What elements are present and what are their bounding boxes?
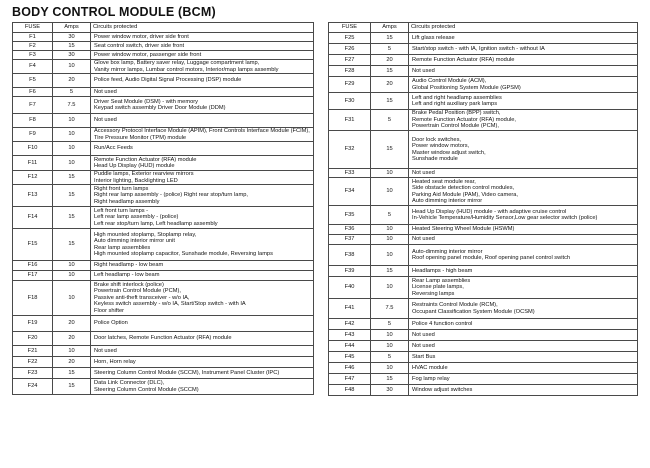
circuit-line: Left front turn lamps - <box>94 207 149 214</box>
circuit-line: Data Link Connector (DLC), <box>94 380 165 387</box>
amps-cell: 10 <box>53 281 91 316</box>
circuits-cell <box>91 33 314 42</box>
circuit-line: Restraints Control Module (RCM), <box>412 302 498 309</box>
fuse-row-f17 <box>13 271 314 281</box>
fuse-row-f2 <box>13 42 314 51</box>
circuit-line: Driver Seat Module (DSM) - with memory <box>94 98 198 105</box>
circuits-cell <box>409 385 638 396</box>
fuse-cell: F42 <box>329 319 371 330</box>
amps-cell: 15 <box>53 207 91 229</box>
amps-cell: 5 <box>371 352 409 363</box>
fuse-cell: F12 <box>13 171 53 185</box>
circuits-cell <box>409 341 638 352</box>
circuit-line: Heated Steering Wheel Module (HSWM) <box>412 226 515 233</box>
amps-cell: 15 <box>53 171 91 185</box>
amps-cell: 10 <box>371 225 409 235</box>
circuit-line: Rear lamp assemblies <box>94 244 151 251</box>
amps-cell: 15 <box>371 93 409 110</box>
circuits-cell <box>91 271 314 281</box>
fuse-cell: F4 <box>13 60 53 74</box>
fuse-cell: F28 <box>329 66 371 77</box>
circuit-line: Left and right auxiliary park lamps <box>412 101 498 107</box>
fuse-row-f27 <box>329 55 638 66</box>
header-fuse: FUSE <box>13 23 53 33</box>
circuits-cell <box>409 319 638 330</box>
fuse-row-f12 <box>13 171 314 185</box>
page-title: BODY CONTROL MODULE (BCM) <box>12 5 216 19</box>
amps-cell: 15 <box>371 66 409 77</box>
circuit-line: Head Up Display (HUD) module <box>94 163 175 169</box>
header-circuits: Circuits protected <box>91 23 314 33</box>
fuse-row-f14 <box>13 207 314 229</box>
fuse-row-f48 <box>329 385 638 396</box>
fuse-row-f13 <box>13 185 314 207</box>
circuits-cell <box>91 97 314 114</box>
amps-cell: 10 <box>371 245 409 266</box>
fuse-cell: F14 <box>13 207 53 229</box>
circuit-line: Sunshade module <box>412 155 458 162</box>
circuit-line: Head Up Display (HUD) module - with adaptive cruise control <box>412 208 567 215</box>
circuit-line: Power window motor, driver side front <box>94 33 189 40</box>
amps-cell: 10 <box>53 156 91 171</box>
circuit-line: Right rear lamp assembly - (police) Right rear stop/turn lamp, <box>94 192 248 199</box>
circuits-cell <box>409 225 638 235</box>
fuse-row-f10 <box>13 142 314 156</box>
circuits-cell <box>91 357 314 368</box>
circuit-line: Tire Pressure Monitor (TPM) module <box>94 134 187 141</box>
circuits-cell <box>91 379 314 395</box>
circuit-line: Headlamps - high beam <box>412 267 473 274</box>
fuse-cell: F8 <box>13 114 53 128</box>
circuits-cell <box>91 346 314 357</box>
fuse-cell: F26 <box>329 44 371 55</box>
circuits-cell <box>91 60 314 74</box>
circuits-cell <box>91 185 314 207</box>
circuits-cell <box>91 74 314 88</box>
circuits-cell <box>409 66 638 77</box>
circuits-cell <box>91 368 314 379</box>
fuse-row-f26 <box>329 44 638 55</box>
fuse-row-f44 <box>329 341 638 352</box>
circuit-line: In-Vehicle Temperature/Humidity Sensor,Low gear selector switch (police) <box>412 215 598 221</box>
fuse-cell: F48 <box>329 385 371 396</box>
circuits-cell <box>91 88 314 97</box>
fuse-row-f20 <box>13 332 314 346</box>
circuit-line: Power window motors, <box>412 143 470 150</box>
circuit-line: Vanity mirror lamps, Lumbar control motors, Interior/map lamps assembly <box>94 66 279 73</box>
circuits-cell <box>409 245 638 266</box>
fuse-row-f35 <box>329 206 638 225</box>
circuits-cell <box>91 142 314 156</box>
circuits-cell <box>409 33 638 44</box>
circuit-line: Accessory Protocol Interface Module (APIM), Front Controls Interface Module (FCIM), <box>94 128 310 135</box>
circuit-line: Not used <box>412 169 435 176</box>
circuit-line: Not used <box>412 342 435 349</box>
amps-cell: 10 <box>53 128 91 142</box>
amps-cell: 30 <box>53 51 91 60</box>
amps-cell: 10 <box>371 341 409 352</box>
fuse-cell: F46 <box>329 363 371 374</box>
fuse-cell: F41 <box>329 299 371 319</box>
circuit-line: Parking Aid Module (PAM), Video camera, <box>412 191 519 198</box>
circuit-line: Brake shift interlock (police) <box>94 281 164 288</box>
fuse-cell: F39 <box>329 266 371 277</box>
circuit-line: Brake Pedal Position (BPP) switch, <box>412 110 501 117</box>
fuse-row-f5 <box>13 74 314 88</box>
fuse-cell: F2 <box>13 42 53 51</box>
amps-cell: 10 <box>371 330 409 341</box>
amps-cell: 10 <box>53 142 91 156</box>
circuit-line: Police Option <box>94 320 128 327</box>
fuse-row-f41 <box>329 299 638 319</box>
fuse-cell: F25 <box>329 33 371 44</box>
circuits-cell <box>409 330 638 341</box>
amps-cell: 15 <box>371 266 409 277</box>
circuit-line: Door lock switches, <box>412 136 461 143</box>
circuit-line: Keyless switch assembly - w/o IA, Start/Stop switch - with IA <box>94 301 246 308</box>
circuit-line: Police 4 function control <box>412 320 473 327</box>
circuit-line: Global Positioning System Module (GPSM) <box>412 84 521 91</box>
circuits-cell <box>91 316 314 332</box>
fuse-cell: F18 <box>13 281 53 316</box>
amps-cell: 15 <box>53 42 91 51</box>
circuits-cell <box>409 235 638 245</box>
fuse-cell: F47 <box>329 374 371 385</box>
amps-cell: 10 <box>53 346 91 357</box>
amps-cell: 10 <box>53 114 91 128</box>
fuse-cell: F29 <box>329 77 371 93</box>
circuit-line: Passive anti-theft transceiver - w/o IA, <box>94 294 190 301</box>
fuse-row-f7 <box>13 97 314 114</box>
fuse-row-f6 <box>13 88 314 97</box>
circuit-line: Left rear stop/turn lamp, Left headlamp assembly <box>94 220 218 227</box>
fuse-cell: F1 <box>13 33 53 42</box>
circuit-line: Interior lighting, Backlighting LED <box>94 177 178 184</box>
fuse-row-f31 <box>329 110 638 131</box>
circuit-line: Glove box lamp, Battery saver relay, Luggage compartment lamp, <box>94 60 260 67</box>
amps-cell: 15 <box>371 33 409 44</box>
circuit-line: Not used <box>412 236 435 243</box>
circuit-line: Roof opening panel module, Roof opening panel control switch <box>412 255 571 261</box>
fuse-cell: F11 <box>13 156 53 171</box>
fuse-row-f32 <box>329 131 638 169</box>
amps-cell: 10 <box>371 363 409 374</box>
circuit-line: Not used <box>412 331 435 338</box>
circuit-line: Window adjust switches <box>412 386 473 393</box>
amps-cell: 20 <box>53 357 91 368</box>
circuit-line: Left rear lamp assembly - (police) <box>94 214 179 221</box>
circuit-line: Audio Control Module (ACM), <box>412 78 487 85</box>
fuse-cell: F16 <box>13 261 53 271</box>
circuit-line: Auto-dimming interior mirror <box>412 248 483 255</box>
circuits-cell <box>409 266 638 277</box>
amps-cell: 20 <box>371 55 409 66</box>
fuse-cell: F19 <box>13 316 53 332</box>
fuse-table-left <box>12 22 314 395</box>
fuse-cell: F22 <box>13 357 53 368</box>
fuse-row-f47 <box>329 374 638 385</box>
fuse-cell: F37 <box>329 235 371 245</box>
fuse-row-f23 <box>13 368 314 379</box>
fuse-row-f36 <box>329 225 638 235</box>
circuit-line: Door latches, Remote Function Actuator (RFA) module <box>94 335 232 342</box>
fuse-row-f45 <box>329 352 638 363</box>
circuit-line: Steering Column Control Module (SCCM), Instrument Panel Cluster (IPC) <box>94 369 280 376</box>
fuse-row-f28 <box>329 66 638 77</box>
fuse-row-f46 <box>329 363 638 374</box>
fuse-row-f34 <box>329 178 638 206</box>
circuits-cell <box>91 332 314 346</box>
fuse-cell: F34 <box>329 178 371 206</box>
circuits-cell <box>409 169 638 178</box>
circuit-line: Start/stop switch - with IA, Ignition switch - without IA <box>412 45 545 52</box>
circuit-line: Auto dimming interior mirror <box>412 197 483 204</box>
circuit-line: Right headlamp assembly <box>94 198 160 205</box>
amps-cell: 5 <box>371 319 409 330</box>
header-row <box>329 23 638 33</box>
fuse-cell: F45 <box>329 352 371 363</box>
circuits-cell <box>409 93 638 110</box>
circuits-cell <box>409 277 638 299</box>
circuit-line: Seat control switch, driver side front <box>94 42 185 49</box>
circuit-line: Puddle lamps, Exterior rearview mirrors <box>94 171 194 178</box>
fuse-cell: F5 <box>13 74 53 88</box>
fuse-row-f30 <box>329 93 638 110</box>
circuit-line: HVAC module <box>412 364 448 371</box>
circuits-cell <box>91 114 314 128</box>
amps-cell: 30 <box>371 385 409 396</box>
circuit-line: Not used <box>94 88 117 95</box>
fuse-row-f11 <box>13 156 314 171</box>
amps-cell: 5 <box>371 206 409 225</box>
circuits-cell <box>409 131 638 169</box>
fuse-row-f16 <box>13 261 314 271</box>
fuse-cell: F3 <box>13 51 53 60</box>
circuit-line: Power window motor, passenger side front <box>94 51 202 58</box>
circuits-cell <box>91 51 314 60</box>
amps-cell: 15 <box>53 368 91 379</box>
fuse-cell: F33 <box>329 169 371 178</box>
circuits-cell <box>409 363 638 374</box>
circuits-cell <box>91 207 314 229</box>
circuit-line: Rear Lamp assemblies <box>412 277 471 284</box>
amps-cell: 10 <box>371 169 409 178</box>
fuse-cell: F6 <box>13 88 53 97</box>
circuit-line: Left and right headlamp assemblies <box>412 94 502 101</box>
fuse-row-f21 <box>13 346 314 357</box>
fuse-row-f1 <box>13 33 314 42</box>
circuit-line: Left headlamp - low beam <box>94 272 160 279</box>
circuit-line: Side obstacle detection control modules, <box>412 185 515 192</box>
circuit-line: Remote Function Actuator (RFA) module <box>412 56 515 63</box>
fuse-row-f42 <box>329 319 638 330</box>
fuse-cell: F30 <box>329 93 371 110</box>
circuit-line: Keypad switch assembly Driver Door Module (DDM) <box>94 105 226 111</box>
circuits-cell <box>91 281 314 316</box>
circuit-line: Lift glass release <box>412 34 455 41</box>
amps-cell: 10 <box>53 271 91 281</box>
circuits-cell <box>91 156 314 171</box>
circuits-cell <box>409 299 638 319</box>
fuse-row-f18 <box>13 281 314 316</box>
circuits-cell <box>409 352 638 363</box>
fuse-cell: F38 <box>329 245 371 266</box>
fuse-cell: F9 <box>13 128 53 142</box>
circuits-cell <box>91 171 314 185</box>
fuse-row-f39 <box>329 266 638 277</box>
fuse-row-f33 <box>329 169 638 178</box>
fuse-row-f40 <box>329 277 638 299</box>
fuse-cell: F35 <box>329 206 371 225</box>
circuit-line: High mounted stoplamp, Stoplamp relay, <box>94 231 197 238</box>
circuit-line: Auto dimming interior mirror unit <box>94 238 175 245</box>
circuit-line: Master window adjust switch, <box>412 149 486 156</box>
circuit-line: Police feed, Audio Digital Signal Processing (DSP) module <box>94 77 242 84</box>
circuits-cell <box>409 110 638 131</box>
fuse-row-f29 <box>329 77 638 93</box>
amps-cell: 10 <box>53 261 91 271</box>
circuits-cell <box>409 206 638 225</box>
fuse-row-f4 <box>13 60 314 74</box>
circuit-line: Not used <box>412 67 435 74</box>
fuse-table-right <box>328 22 638 396</box>
circuit-line: Powertrain Control Module (PCM), <box>94 288 181 295</box>
circuit-line: Not used <box>94 117 117 124</box>
circuit-line: Floor shifter <box>94 307 125 314</box>
fuse-row-f22 <box>13 357 314 368</box>
header-circuits: Circuits protected <box>409 23 638 33</box>
fuse-row-f19 <box>13 316 314 332</box>
amps-cell: 15 <box>53 229 91 261</box>
amps-cell: 5 <box>53 88 91 97</box>
circuit-line: Right front turn lamps <box>94 185 149 192</box>
fuse-cell: F43 <box>329 330 371 341</box>
header-row <box>13 23 314 33</box>
amps-cell: 5 <box>371 110 409 131</box>
fuse-row-f9 <box>13 128 314 142</box>
circuits-cell <box>409 374 638 385</box>
amps-cell: 15 <box>371 374 409 385</box>
fuse-cell: F23 <box>13 368 53 379</box>
fuse-cell: F17 <box>13 271 53 281</box>
fuse-row-f37 <box>329 235 638 245</box>
header-fuse: FUSE <box>329 23 371 33</box>
fuse-cell: F24 <box>13 379 53 395</box>
circuit-line: Horn, Horn relay <box>94 358 136 365</box>
circuits-cell <box>91 229 314 261</box>
circuit-line: Steering Column Control Module (SCCM) <box>94 386 199 393</box>
circuits-cell <box>91 261 314 271</box>
fuse-row-f43 <box>329 330 638 341</box>
circuit-line: Not used <box>94 347 117 354</box>
circuits-cell <box>409 77 638 93</box>
circuits-cell <box>91 42 314 51</box>
amps-cell: 7.5 <box>371 299 409 319</box>
amps-cell: 7.5 <box>53 97 91 114</box>
header-amps: Amps <box>53 23 91 33</box>
circuit-line: Heated seat module rear, <box>412 178 476 185</box>
amps-cell: 15 <box>371 131 409 169</box>
amps-cell: 20 <box>53 74 91 88</box>
fuse-cell: F20 <box>13 332 53 346</box>
fuse-cell: F21 <box>13 346 53 357</box>
circuits-cell <box>91 128 314 142</box>
fuse-cell: F40 <box>329 277 371 299</box>
amps-cell: 10 <box>53 60 91 74</box>
amps-cell: 15 <box>53 379 91 395</box>
fuse-row-f8 <box>13 114 314 128</box>
amps-cell: 5 <box>371 44 409 55</box>
fuse-cell: F13 <box>13 185 53 207</box>
fuse-cell: F7 <box>13 97 53 114</box>
circuits-cell <box>409 178 638 206</box>
amps-cell: 10 <box>371 277 409 299</box>
circuit-line: Right headlamp - low beam <box>94 262 164 269</box>
fuse-cell: F32 <box>329 131 371 169</box>
fuse-row-f3 <box>13 51 314 60</box>
amps-cell: 20 <box>53 316 91 332</box>
circuit-line: High mounted stoplamp capacitor, Sunshade module, Reversing lamps <box>94 250 273 257</box>
circuit-line: Powertrain Control Module (PCM), <box>412 123 499 130</box>
circuit-line: Occupant Classification System Module (OCSM) <box>412 308 535 315</box>
fuse-cell: F10 <box>13 142 53 156</box>
amps-cell: 10 <box>371 235 409 245</box>
fuse-row-f25 <box>329 33 638 44</box>
amps-cell: 20 <box>53 332 91 346</box>
fuse-cell: F31 <box>329 110 371 131</box>
circuits-cell <box>409 44 638 55</box>
circuits-cell <box>409 55 638 66</box>
circuit-line: Reversing lamps <box>412 290 455 297</box>
circuit-line: Fog lamp relay <box>412 375 450 382</box>
circuit-line: Remote Function Actuator (RFA) module <box>94 156 197 163</box>
circuit-line: Run/Acc Feeds <box>94 145 133 152</box>
circuit-line: Remote Function Actuator (RFA) module, <box>412 116 516 123</box>
fuse-cell: F27 <box>329 55 371 66</box>
amps-cell: 20 <box>371 77 409 93</box>
amps-cell: 15 <box>53 185 91 207</box>
fuse-row-f15 <box>13 229 314 261</box>
header-amps: Amps <box>371 23 409 33</box>
fuse-cell: F36 <box>329 225 371 235</box>
fuse-cell: F44 <box>329 341 371 352</box>
fuse-cell: F15 <box>13 229 53 261</box>
circuit-line: License plate lamps, <box>412 284 464 291</box>
circuit-line: Start Bus <box>412 353 436 360</box>
fuse-row-f38 <box>329 245 638 266</box>
amps-cell: 30 <box>53 33 91 42</box>
fuse-row-f24 <box>13 379 314 395</box>
amps-cell: 10 <box>371 178 409 206</box>
